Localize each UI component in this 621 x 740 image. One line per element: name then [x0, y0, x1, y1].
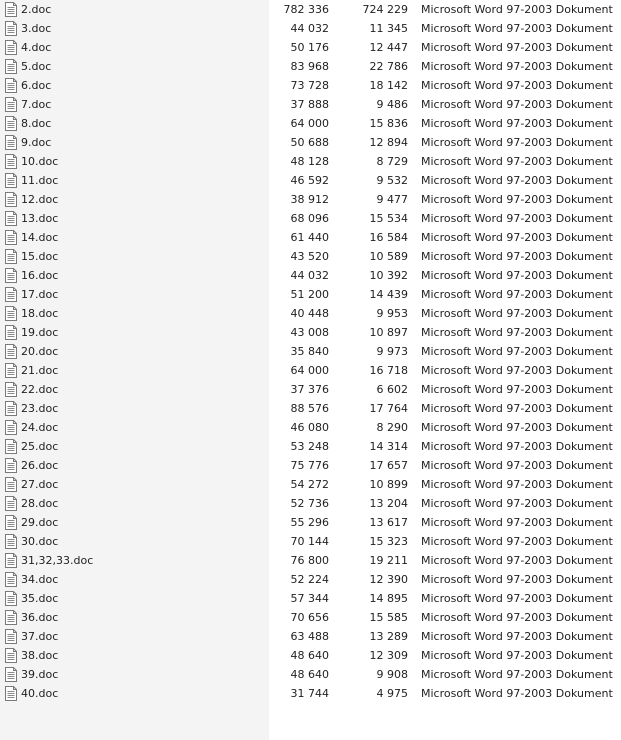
document-icon — [4, 230, 18, 245]
document-icon — [4, 287, 18, 302]
file-name: 10.doc — [21, 155, 59, 168]
file-size: 68 096 — [290, 212, 329, 225]
file-size: 40 448 — [290, 307, 329, 320]
file-packed-size: 14 314 — [369, 440, 408, 453]
file-type: Microsoft Word 97-2003 Dokument — [421, 136, 613, 149]
document-icon — [4, 686, 18, 701]
file-packed-size: 13 204 — [369, 497, 408, 510]
document-icon — [4, 477, 18, 492]
file-row[interactable] — [0, 171, 621, 190]
file-size: 70 656 — [290, 611, 329, 624]
file-row[interactable] — [0, 76, 621, 95]
document-icon — [4, 135, 18, 150]
file-row[interactable] — [0, 266, 621, 285]
document-icon — [4, 78, 18, 93]
file-packed-size: 15 323 — [369, 535, 408, 548]
file-type: Microsoft Word 97-2003 Dokument — [421, 3, 613, 16]
file-size: 63 488 — [290, 630, 329, 643]
file-packed-size: 724 229 — [362, 3, 408, 16]
file-name: 17.doc — [21, 288, 59, 301]
file-row[interactable] — [0, 285, 621, 304]
file-type: Microsoft Word 97-2003 Dokument — [421, 60, 613, 73]
file-name: 28.doc — [21, 497, 59, 510]
file-packed-size: 14 895 — [369, 592, 408, 605]
document-icon — [4, 363, 18, 378]
file-size: 50 688 — [290, 136, 329, 149]
document-icon — [4, 667, 18, 682]
file-name: 25.doc — [21, 440, 59, 453]
file-name: 40.doc — [21, 687, 59, 700]
file-name: 22.doc — [21, 383, 59, 396]
file-packed-size: 16 718 — [369, 364, 408, 377]
file-row[interactable] — [0, 38, 621, 57]
file-size: 52 736 — [290, 497, 329, 510]
file-size: 76 800 — [290, 554, 329, 567]
file-name: 12.doc — [21, 193, 59, 206]
file-type: Microsoft Word 97-2003 Dokument — [421, 98, 613, 111]
file-packed-size: 13 289 — [369, 630, 408, 643]
file-size: 37 376 — [290, 383, 329, 396]
file-packed-size: 10 392 — [369, 269, 408, 282]
file-type: Microsoft Word 97-2003 Dokument — [421, 250, 613, 263]
file-size: 50 176 — [290, 41, 329, 54]
document-icon — [4, 496, 18, 511]
file-row[interactable] — [0, 190, 621, 209]
file-row[interactable] — [0, 304, 621, 323]
file-name: 35.doc — [21, 592, 59, 605]
file-name: 38.doc — [21, 649, 59, 662]
document-icon — [4, 382, 18, 397]
file-row[interactable] — [0, 608, 621, 627]
file-row[interactable] — [0, 342, 621, 361]
file-type: Microsoft Word 97-2003 Dokument — [421, 516, 613, 529]
file-type: Microsoft Word 97-2003 Dokument — [421, 611, 613, 624]
file-type: Microsoft Word 97-2003 Dokument — [421, 649, 613, 662]
document-icon — [4, 401, 18, 416]
file-size: 38 912 — [290, 193, 329, 206]
file-name: 8.doc — [21, 117, 52, 130]
file-type: Microsoft Word 97-2003 Dokument — [421, 554, 613, 567]
file-packed-size: 10 589 — [369, 250, 408, 263]
file-row[interactable] — [0, 494, 621, 513]
file-packed-size: 22 786 — [369, 60, 408, 73]
document-icon — [4, 591, 18, 606]
file-packed-size: 9 532 — [376, 174, 408, 187]
document-icon — [4, 173, 18, 188]
file-packed-size: 15 534 — [369, 212, 408, 225]
file-packed-size: 9 486 — [376, 98, 408, 111]
file-packed-size: 16 584 — [369, 231, 408, 244]
file-size: 43 520 — [290, 250, 329, 263]
file-name: 5.doc — [21, 60, 52, 73]
file-packed-size: 11 345 — [369, 22, 408, 35]
file-packed-size: 8 729 — [376, 155, 408, 168]
file-row[interactable] — [0, 95, 621, 114]
file-row[interactable] — [0, 57, 621, 76]
file-size: 55 296 — [290, 516, 329, 529]
file-size: 64 000 — [290, 117, 329, 130]
file-packed-size: 19 211 — [369, 554, 408, 567]
file-row[interactable] — [0, 228, 621, 247]
file-name: 31,32,33.doc — [21, 554, 94, 567]
document-icon — [4, 40, 18, 55]
file-name: 20.doc — [21, 345, 59, 358]
file-name: 19.doc — [21, 326, 59, 339]
file-size: 61 440 — [290, 231, 329, 244]
file-size: 83 968 — [290, 60, 329, 73]
document-icon — [4, 572, 18, 587]
document-icon — [4, 306, 18, 321]
file-size: 48 640 — [290, 649, 329, 662]
file-size: 48 128 — [290, 155, 329, 168]
file-size: 43 008 — [290, 326, 329, 339]
file-type: Microsoft Word 97-2003 Dokument — [421, 383, 613, 396]
file-row[interactable] — [0, 361, 621, 380]
document-icon — [4, 325, 18, 340]
document-icon — [4, 629, 18, 644]
file-packed-size: 6 602 — [376, 383, 408, 396]
file-size: 88 576 — [290, 402, 329, 415]
file-type: Microsoft Word 97-2003 Dokument — [421, 421, 613, 434]
file-type: Microsoft Word 97-2003 Dokument — [421, 41, 613, 54]
document-icon — [4, 211, 18, 226]
file-packed-size: 17 657 — [369, 459, 408, 472]
file-row[interactable] — [0, 532, 621, 551]
file-type: Microsoft Word 97-2003 Dokument — [421, 630, 613, 643]
file-name: 9.doc — [21, 136, 52, 149]
file-size: 73 728 — [290, 79, 329, 92]
file-row[interactable] — [0, 0, 621, 19]
file-size: 782 336 — [283, 3, 329, 16]
file-name: 2.doc — [21, 3, 52, 16]
file-name: 18.doc — [21, 307, 59, 320]
file-type: Microsoft Word 97-2003 Dokument — [421, 440, 613, 453]
file-type: Microsoft Word 97-2003 Dokument — [421, 79, 613, 92]
file-row[interactable] — [0, 513, 621, 532]
file-name: 4.doc — [21, 41, 52, 54]
document-icon — [4, 249, 18, 264]
file-name: 27.doc — [21, 478, 59, 491]
file-name: 39.doc — [21, 668, 59, 681]
document-icon — [4, 59, 18, 74]
file-size: 57 344 — [290, 592, 329, 605]
file-name: 34.doc — [21, 573, 59, 586]
file-size: 75 776 — [290, 459, 329, 472]
document-icon — [4, 610, 18, 625]
document-icon — [4, 2, 18, 17]
document-icon — [4, 154, 18, 169]
file-row[interactable] — [0, 133, 621, 152]
file-size: 48 640 — [290, 668, 329, 681]
file-packed-size: 9 973 — [376, 345, 408, 358]
file-row[interactable] — [0, 247, 621, 266]
file-row[interactable] — [0, 380, 621, 399]
file-size: 31 744 — [290, 687, 329, 700]
file-row[interactable] — [0, 684, 621, 703]
file-size: 51 200 — [290, 288, 329, 301]
file-row[interactable] — [0, 323, 621, 342]
file-row[interactable] — [0, 456, 621, 475]
file-name: 23.doc — [21, 402, 59, 415]
file-name: 26.doc — [21, 459, 59, 472]
file-packed-size: 9 953 — [376, 307, 408, 320]
document-icon — [4, 515, 18, 530]
file-type: Microsoft Word 97-2003 Dokument — [421, 155, 613, 168]
file-row[interactable] — [0, 665, 621, 684]
file-row[interactable] — [0, 399, 621, 418]
file-size: 37 888 — [290, 98, 329, 111]
file-row[interactable] — [0, 570, 621, 589]
document-icon — [4, 97, 18, 112]
file-name: 16.doc — [21, 269, 59, 282]
file-packed-size: 8 290 — [376, 421, 408, 434]
file-row[interactable] — [0, 437, 621, 456]
document-icon — [4, 534, 18, 549]
file-type: Microsoft Word 97-2003 Dokument — [421, 668, 613, 681]
file-packed-size: 12 894 — [369, 136, 408, 149]
document-icon — [4, 439, 18, 454]
file-name: 11.doc — [21, 174, 59, 187]
file-packed-size: 15 585 — [369, 611, 408, 624]
file-name: 36.doc — [21, 611, 59, 624]
file-size: 64 000 — [290, 364, 329, 377]
file-packed-size: 12 390 — [369, 573, 408, 586]
file-name: 30.doc — [21, 535, 59, 548]
file-packed-size: 10 897 — [369, 326, 408, 339]
file-type: Microsoft Word 97-2003 Dokument — [421, 212, 613, 225]
file-size: 70 144 — [290, 535, 329, 548]
file-name: 24.doc — [21, 421, 59, 434]
file-size: 53 248 — [290, 440, 329, 453]
file-size: 54 272 — [290, 478, 329, 491]
file-name: 29.doc — [21, 516, 59, 529]
file-row[interactable] — [0, 209, 621, 228]
file-name: 15.doc — [21, 250, 59, 263]
file-row[interactable] — [0, 646, 621, 665]
file-row[interactable] — [0, 19, 621, 38]
file-name: 3.doc — [21, 22, 52, 35]
file-size: 44 032 — [290, 269, 329, 282]
file-name: 13.doc — [21, 212, 59, 225]
file-packed-size: 12 447 — [369, 41, 408, 54]
file-size: 46 080 — [290, 421, 329, 434]
file-type: Microsoft Word 97-2003 Dokument — [421, 535, 613, 548]
file-name: 37.doc — [21, 630, 59, 643]
file-type: Microsoft Word 97-2003 Dokument — [421, 22, 613, 35]
file-packed-size: 9 477 — [376, 193, 408, 206]
file-packed-size: 13 617 — [369, 516, 408, 529]
file-type: Microsoft Word 97-2003 Dokument — [421, 459, 613, 472]
file-packed-size: 9 908 — [376, 668, 408, 681]
file-type: Microsoft Word 97-2003 Dokument — [421, 326, 613, 339]
file-row[interactable] — [0, 627, 621, 646]
document-icon — [4, 268, 18, 283]
document-icon — [4, 648, 18, 663]
file-type: Microsoft Word 97-2003 Dokument — [421, 117, 613, 130]
file-type: Microsoft Word 97-2003 Dokument — [421, 497, 613, 510]
document-icon — [4, 344, 18, 359]
file-row[interactable] — [0, 475, 621, 494]
document-icon — [4, 420, 18, 435]
file-packed-size: 4 975 — [376, 687, 408, 700]
file-name: 7.doc — [21, 98, 52, 111]
file-size: 46 592 — [290, 174, 329, 187]
file-row[interactable] — [0, 551, 621, 570]
file-packed-size: 12 309 — [369, 649, 408, 662]
file-type: Microsoft Word 97-2003 Dokument — [421, 193, 613, 206]
file-size: 52 224 — [290, 573, 329, 586]
file-packed-size: 15 836 — [369, 117, 408, 130]
file-packed-size: 10 899 — [369, 478, 408, 491]
file-type: Microsoft Word 97-2003 Dokument — [421, 269, 613, 282]
document-icon — [4, 553, 18, 568]
file-type: Microsoft Word 97-2003 Dokument — [421, 687, 613, 700]
file-type: Microsoft Word 97-2003 Dokument — [421, 307, 613, 320]
file-type: Microsoft Word 97-2003 Dokument — [421, 174, 613, 187]
file-type: Microsoft Word 97-2003 Dokument — [421, 573, 613, 586]
file-row[interactable] — [0, 114, 621, 133]
file-type: Microsoft Word 97-2003 Dokument — [421, 364, 613, 377]
document-icon — [4, 21, 18, 36]
file-name: 6.doc — [21, 79, 52, 92]
file-type: Microsoft Word 97-2003 Dokument — [421, 402, 613, 415]
file-type: Microsoft Word 97-2003 Dokument — [421, 478, 613, 491]
document-icon — [4, 458, 18, 473]
document-icon — [4, 192, 18, 207]
file-row[interactable] — [0, 418, 621, 437]
file-size: 35 840 — [290, 345, 329, 358]
file-packed-size: 14 439 — [369, 288, 408, 301]
file-row[interactable] — [0, 589, 621, 608]
file-packed-size: 17 764 — [369, 402, 408, 415]
file-row[interactable] — [0, 152, 621, 171]
file-name: 14.doc — [21, 231, 59, 244]
file-type: Microsoft Word 97-2003 Dokument — [421, 592, 613, 605]
document-icon — [4, 116, 18, 131]
file-type: Microsoft Word 97-2003 Dokument — [421, 231, 613, 244]
file-size: 44 032 — [290, 22, 329, 35]
file-packed-size: 18 142 — [369, 79, 408, 92]
file-name: 21.doc — [21, 364, 59, 377]
file-type: Microsoft Word 97-2003 Dokument — [421, 345, 613, 358]
file-type: Microsoft Word 97-2003 Dokument — [421, 288, 613, 301]
